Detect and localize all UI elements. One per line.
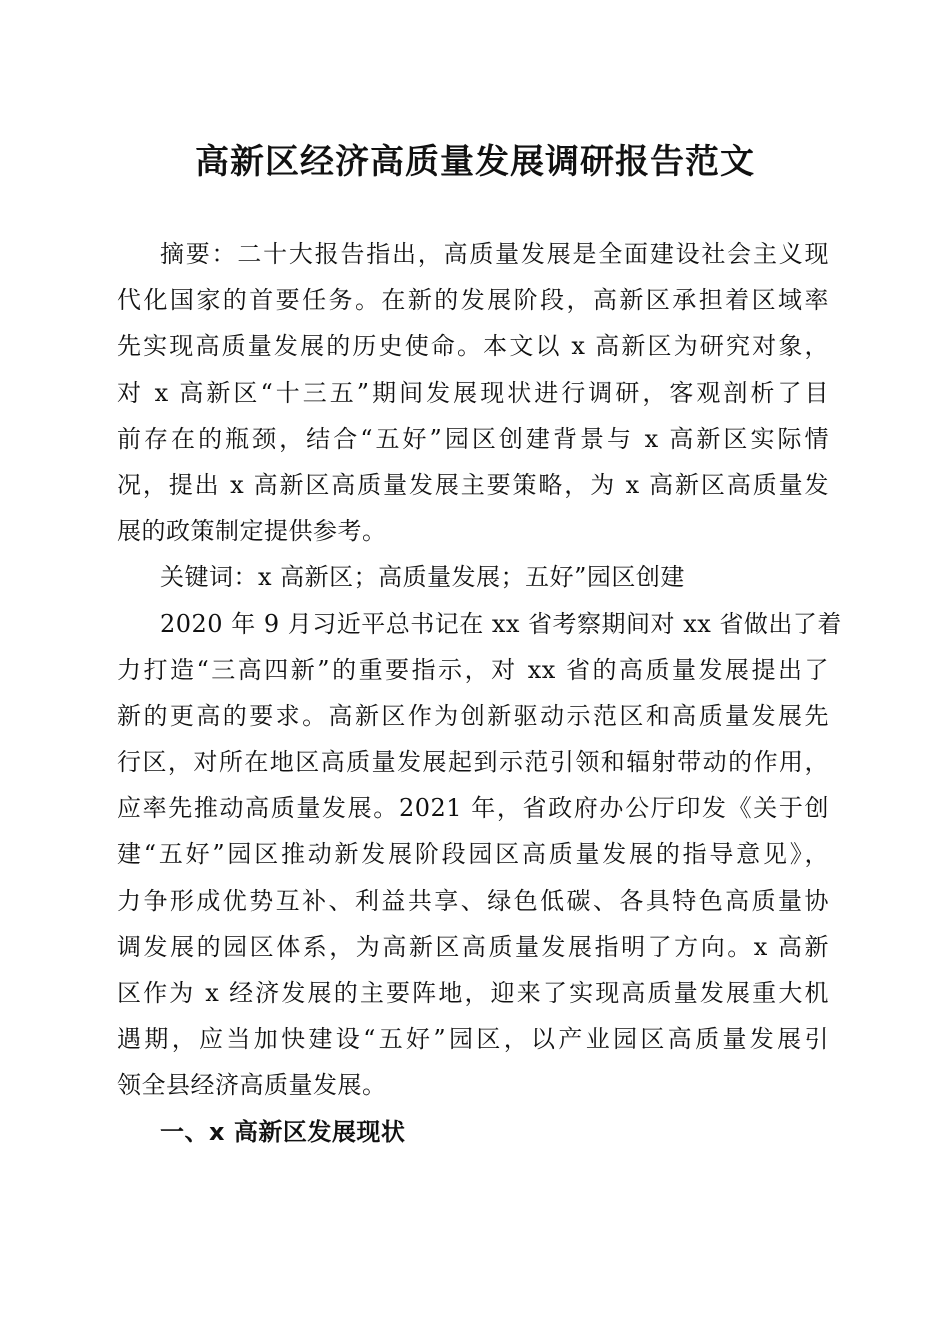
abstract-line: 前存在的瓶颈，结合“五好”园区创建背景与 x 高新区实际情	[117, 424, 829, 453]
paragraph-line: 区作为 x 经济发展的主要阵地，迎来了实现高质量发展重大机	[117, 979, 829, 1007]
paragraph-line: 应率先推动高质量发展。2021 年，省政府办公厅印发《关于创	[117, 794, 829, 823]
paragraph-line: 新的更高的要求。高新区作为创新驱动示范区和高质量发展先	[117, 701, 829, 730]
abstract-line: 代化国家的首要任务。在新的发展阶段，高新区承担着区域率	[117, 286, 829, 315]
abstract-line: 展的政策制定提供参考。	[117, 517, 387, 546]
paragraph-line: 力打造“三高四新”的重要指示，对 xx 省的高质量发展提出了	[117, 655, 829, 684]
paragraph-line: 2020 年 9 月习近平总书记在 xx 省考察期间对 xx 省做出了着	[160, 609, 842, 638]
paragraph-line: 行区，对所在地区高质量发展起到示范引领和辐射带动的作用，	[117, 748, 829, 777]
document-body	[117, 231, 842, 1155]
abstract-line: 况，提出 x 高新区高质量发展主要策略，为 x 高新区高质量发	[117, 470, 829, 499]
paragraph-line: 力争形成优势互补、利益共享、绿色低碳、各具特色高质量协	[117, 886, 829, 915]
paragraph-line: 建“五好”园区推动新发展阶段园区高质量发展的指导意见》，	[117, 840, 829, 869]
paragraph-line: 遇期，应当加快建设“五好”园区，以产业园区高质量发展引	[117, 1025, 829, 1054]
document-title: 高新区经济高质量发展调研报告范文	[195, 142, 755, 182]
abstract-line: 先实现高质量发展的历史使命。本文以 x 高新区为研究对象，	[117, 332, 829, 361]
section-heading: 一、x 高新区发展现状	[160, 1117, 406, 1146]
paragraph-line: 调发展的园区体系，为高新区高质量发展指明了方向。x 高新	[117, 932, 829, 961]
abstract-line: 对 x 高新区“十三五”期间发展现状进行调研，客观剖析了目	[117, 378, 829, 407]
keywords-line: 关键词：x 高新区；高质量发展；五好”园区创建	[160, 563, 685, 592]
paragraph-line: 领全县经济高质量发展。	[117, 1071, 387, 1100]
abstract-line: 摘要：二十大报告指出，高质量发展是全面建设社会主义现	[160, 240, 829, 268]
